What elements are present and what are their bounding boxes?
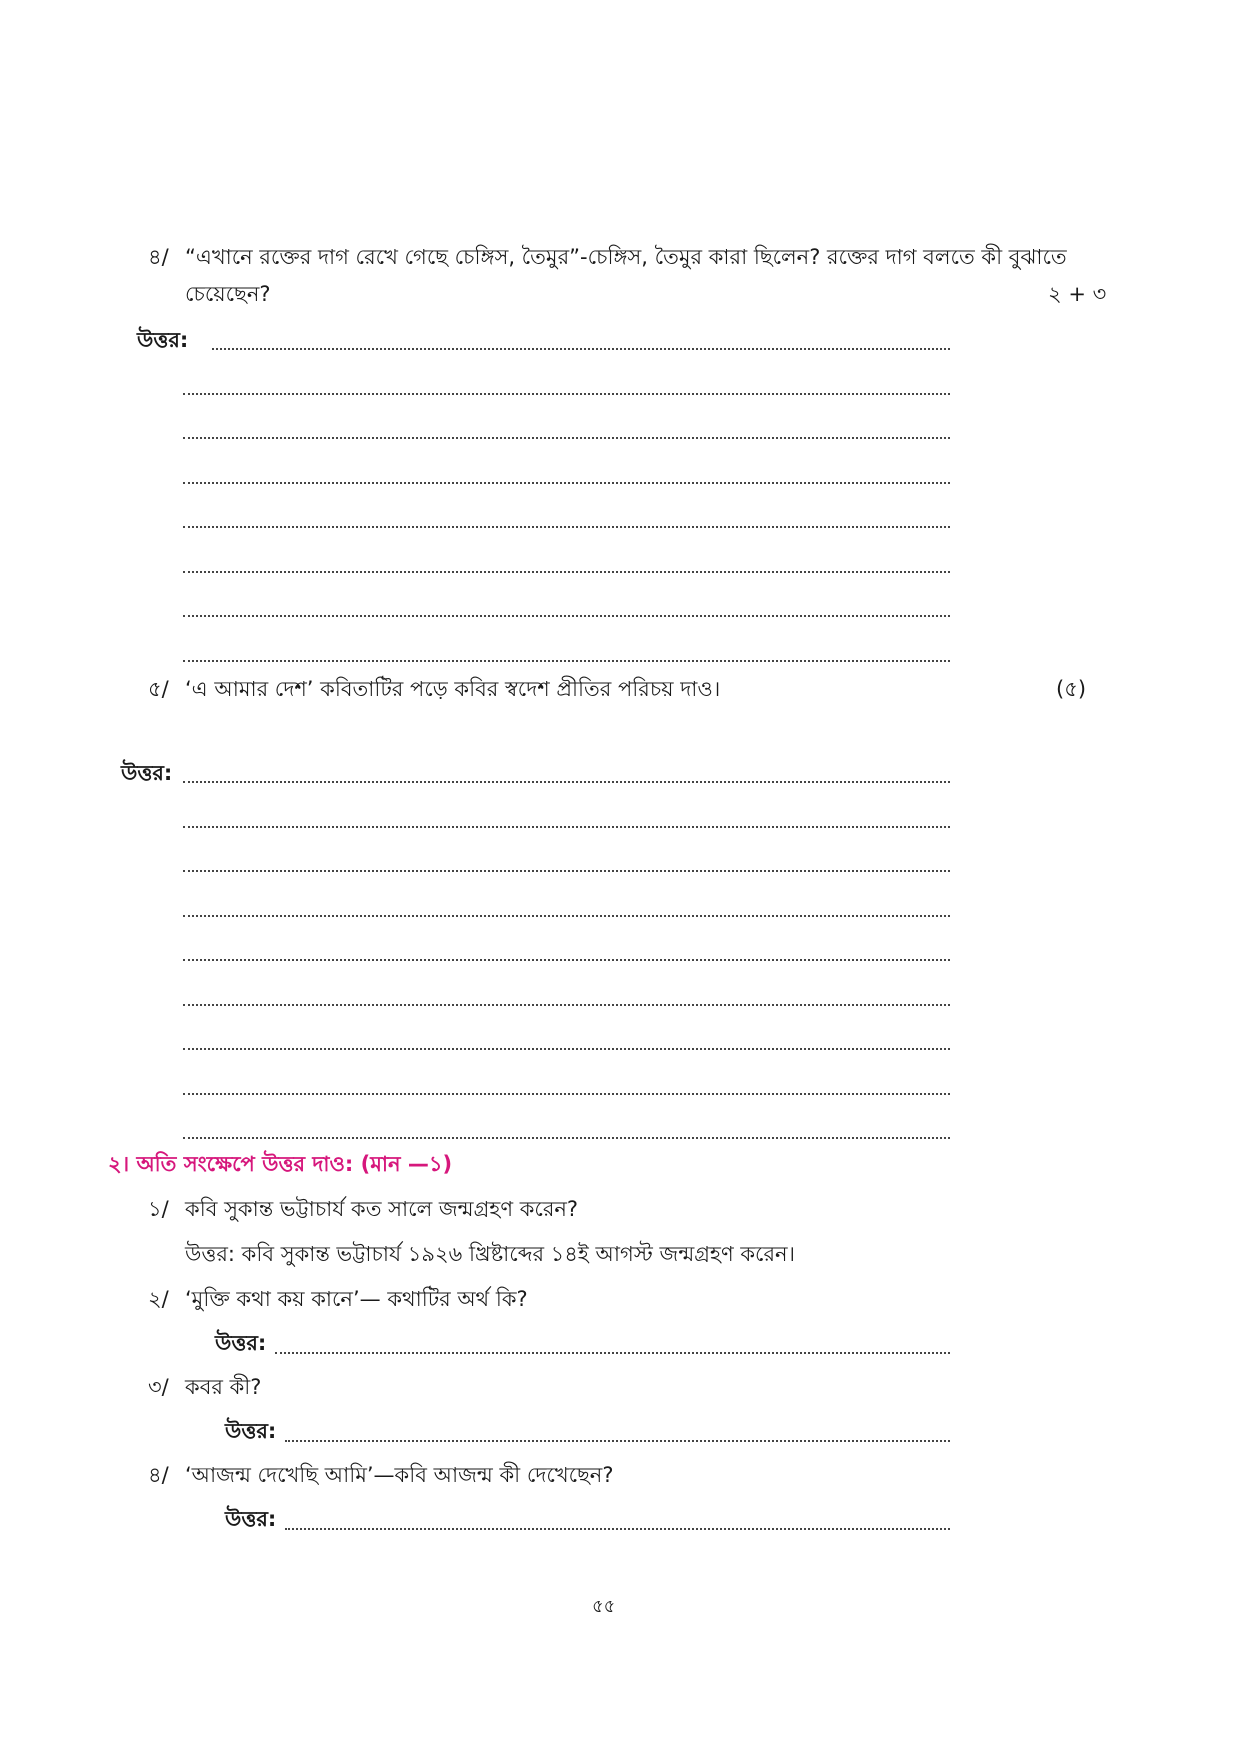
s2-item1-number: ১/ bbox=[148, 1197, 169, 1221]
q4-answer-line[interactable] bbox=[183, 526, 950, 528]
q4-answer-line[interactable] bbox=[183, 660, 950, 662]
q5-marks: (৫) bbox=[1056, 677, 1087, 701]
q5-answer-line[interactable] bbox=[183, 870, 950, 872]
q5-answer-line[interactable] bbox=[183, 915, 950, 917]
s2-item2-answer-label: উত্তর: bbox=[215, 1331, 267, 1355]
q4-answer-line[interactable] bbox=[183, 482, 950, 484]
section2-heading: ২। অতি সংক্ষেপে উত্তর দাও: (মান —১) bbox=[108, 1152, 453, 1176]
q4-answer-line[interactable] bbox=[212, 348, 950, 350]
s2-item4-answer-label: উত্তর: bbox=[225, 1507, 277, 1531]
q5-number: ৫/ bbox=[148, 677, 169, 701]
s2-item3-answer-line[interactable] bbox=[285, 1440, 950, 1442]
s2-item3-number: ৩/ bbox=[148, 1375, 169, 1399]
q5-answer-label: উত্তর: bbox=[121, 761, 173, 785]
q4-answer-line[interactable] bbox=[183, 571, 950, 573]
q5-answer-line[interactable] bbox=[183, 1137, 950, 1139]
q5-answer-line[interactable] bbox=[183, 781, 950, 783]
q4-number: ৪/ bbox=[148, 245, 169, 269]
q4-answer-line[interactable] bbox=[183, 437, 950, 439]
s2-item3-question: কবর কী? bbox=[185, 1375, 262, 1399]
q4-answer-line[interactable] bbox=[183, 615, 950, 617]
q5-text: ‘এ আমার দেশ’ কবিতাটির পড়ে কবির স্বদেশ প্রীতির পরিচয় দাও। bbox=[185, 677, 721, 701]
s2-item2-question: ‘মুক্তি কথা কয় কানে’— কথাটির অর্থ কি? bbox=[185, 1287, 528, 1311]
s2-item4-number: ৪/ bbox=[148, 1463, 169, 1487]
s2-item3-answer-label: উত্তর: bbox=[225, 1419, 277, 1443]
q5-answer-line[interactable] bbox=[183, 826, 950, 828]
q5-answer-line[interactable] bbox=[183, 1093, 950, 1095]
q5-answer-line[interactable] bbox=[183, 959, 950, 961]
q4-marks: ২ + ৩ bbox=[1048, 282, 1107, 306]
q5-answer-line[interactable] bbox=[183, 1004, 950, 1006]
s2-item4-question: ‘আজন্ম দেখেছি আমি’—কবি আজন্ম কী দেখেছেন? bbox=[185, 1463, 614, 1487]
s2-item4-answer-line[interactable] bbox=[285, 1528, 950, 1530]
q5-answer-line[interactable] bbox=[183, 1048, 950, 1050]
s2-item2-answer-line[interactable] bbox=[275, 1352, 950, 1354]
page-number: ৫৫ bbox=[592, 1596, 616, 1617]
q4-text-line2: চেয়েছেন? bbox=[185, 282, 271, 306]
q4-answer-line[interactable] bbox=[183, 393, 950, 395]
q4-text-line1: “এখানে রক্তের দাগ রেখে গেছে চেঙ্গিস, তৈমুর”-চেঙ্গিস, তৈমুর কারা ছিলেন? রক্তের দাগ বলতে কী বুঝাতে bbox=[185, 245, 1067, 269]
q4-answer-label: উত্তর: bbox=[137, 328, 189, 352]
s2-item1-answer: উত্তর: কবি সুকান্ত ভট্টাচার্য ১৯২৬ খ্রিষ্টাব্দের ১৪ই আগস্ট জন্মগ্রহণ করেন। bbox=[185, 1242, 796, 1266]
s2-item1-question: কবি সুকান্ত ভট্টাচার্য কত সালে জন্মগ্রহণ করেন? bbox=[185, 1197, 579, 1221]
s2-item2-number: ২/ bbox=[148, 1287, 169, 1311]
